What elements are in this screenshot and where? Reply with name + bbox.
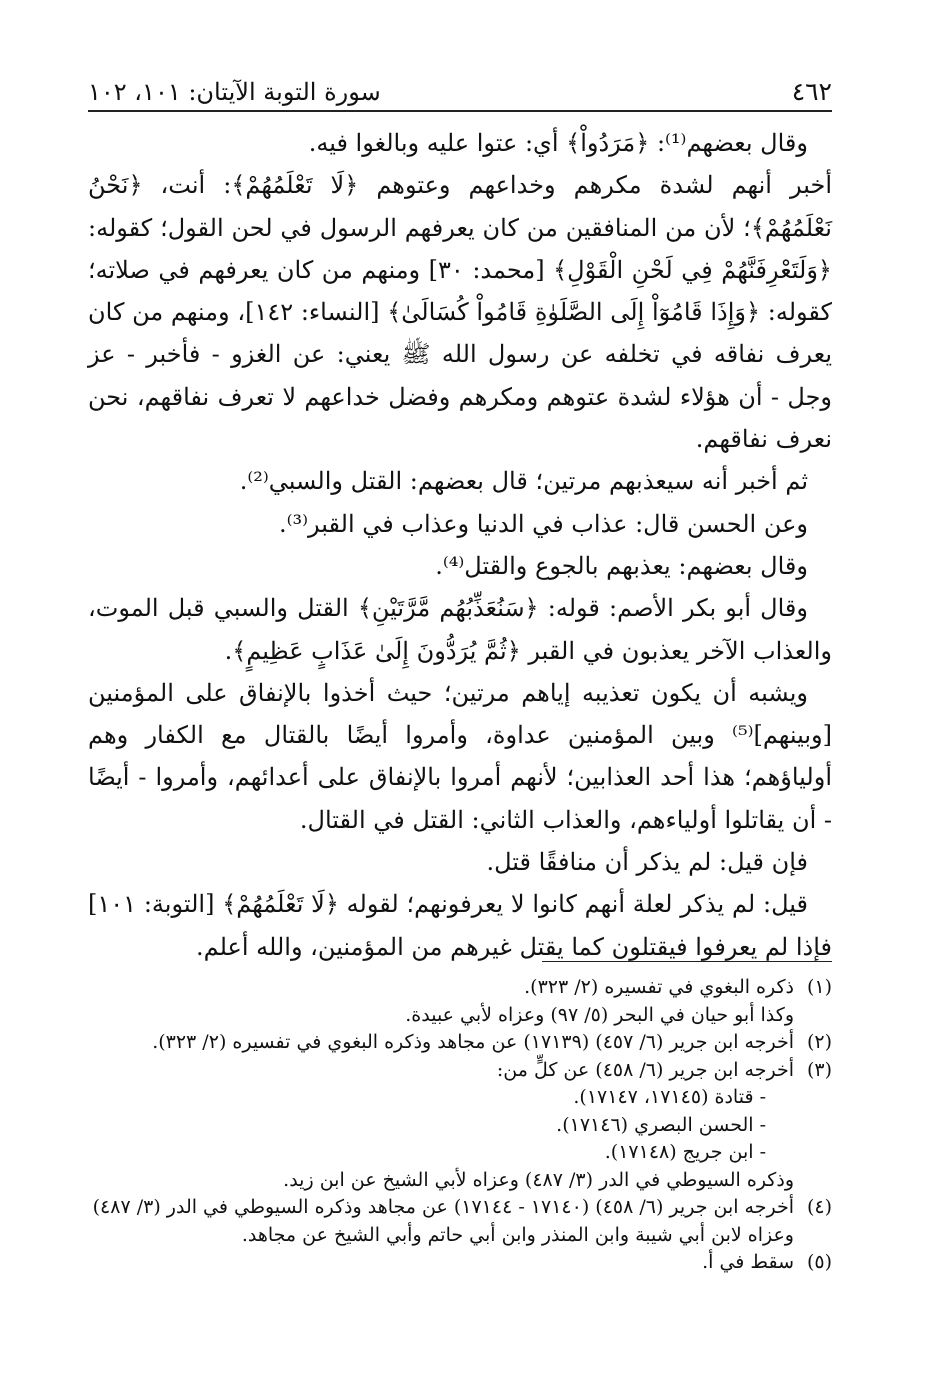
footnote-5 <box>88 1249 832 1277</box>
paragraph: وقال أبو بكر الأصم: قوله: ﴿سَنُعَذِّبُهُم مَّرَّتَيْنِ﴾ القتل والسبي قبل الموت، والعذاب الآخر يعذبون في القبر ﴿ثُمَّ يُرَدُّونَ إِلَىٰ عَذَابٍ عَظِيمٍ﴾. <box>88 594 832 665</box>
footnote-3 <box>88 1057 832 1085</box>
page-header <box>88 60 832 112</box>
footnote-number: (٥) <box>806 1251 832 1273</box>
footnote-text: سقط في أ. <box>702 1251 794 1273</box>
footnote-text: أخرجه ابن جرير (٦/ ٤٥٧) (١٧١٣٩) عن مجاهد وذكره البغوي في تفسيره (٢/ ٣٢٣). <box>152 1031 794 1053</box>
footnote-4 <box>88 1194 832 1222</box>
footnote-number: (٤) <box>806 1196 832 1218</box>
footnote-divider <box>542 961 832 962</box>
paragraph: وقال بعضهم: يعذبهم بالجوع والقتل⁽⁴⁾. <box>435 551 808 580</box>
footnote-continuation: وعزاه لابن أبي شيبة وابن المنذر وابن أبي حاتم وأبي الشيخ عن مجاهد. <box>241 1223 794 1246</box>
paragraph: ثم أخبر أنه سيعذبهم مرتين؛ قال بعضهم: القتل والسبي⁽²⁾. <box>239 467 808 496</box>
footnote-2 <box>88 1029 832 1057</box>
paragraph: وقال بعضهم⁽¹⁾: ﴿مَرَدُواْ﴾ أي: عتوا عليه وبالغوا فيه. <box>308 129 808 157</box>
paragraph: ويشبه أن يكون تعذيبه إياهم مرتين؛ حيث أخذوا بالإنفاق على المؤمنين [وبينهم]⁽⁵⁾ وبين المؤمنين عداوة، وأمروا أيضًا بالقتال مع الكفار وهم أولياؤهم؛ هذا أحد العذابين؛ لأنهم أمروا بالإنفاق على أعدائهم، وأمروا - أيضًا - أن يقاتلوا أولياءهم، والعذاب الثاني: القتل في القتال. <box>88 678 832 834</box>
footnote-text: أخرجه ابن جرير (٦/ ٤٥٨) عن كلٍّ من: <box>496 1058 794 1081</box>
paragraph: قيل: لم يذكر لعلة أنهم كانوا لا يعرفونهم؛ لقوله ﴿لَا تَعْلَمُهُمْ﴾ [التوبة: ١٠١] فإذا لم يعرفوا فيقتلون كما يقتل غيرهم من المؤمنين، والله أعلم. <box>88 890 832 961</box>
footnote-continuation: وذكره السيوطي في الدر (٣/ ٤٨٧) وعزاه لأبي الشيخ عن ابن زيد. <box>283 1168 794 1191</box>
footnote-text: ذكره البغوي في تفسيره (٢/ ٣٢٣). <box>524 976 794 998</box>
paragraph: أخبر أنهم لشدة مكرهم وخداعهم وعتوهم ﴿لَا تَعْلَمُهُمْ﴾: أنت، ﴿نَحْنُ نَعْلَمُهُمْ﴾؛ لأن من المنافقين من كان يعرفهم الرسول في لحن القول؛ كقوله: ﴿وَلَتَعْرِفَنَّهُمْ فِي لَحْنِ الْقَوْلِ﴾ [محمد: ٣٠] ومنهم من كان يعرفهم في صلاته؛ كقوله: ﴿وَإِذَا قَامُوٓاْ إِلَى الصَّلَوٰةِ قَامُواْ كُسَالَىٰ﴾ [النساء: ١٤٢]، ومنهم من كان يعرف نفاقه في تخلفه عن رسول الله ﷺ يعني: عن الغزو - فأخبر - عز وجل - أن هؤلاء لشدة عتوهم ومكرهم وفضل خداعهم لا تعرف نفاقهم، نحن نعرف نفاقهم. <box>88 171 832 454</box>
footnote-list-item: - ابن جريج (١٧١٤٨). <box>604 1141 766 1163</box>
main-text <box>88 122 832 968</box>
footnote-number: (٣) <box>806 1058 832 1081</box>
footnote-list-item: - قتادة (١٧١٤٥، ١٧١٤٧). <box>573 1086 766 1108</box>
footnote-1 <box>88 974 832 1002</box>
footnote-number: (٢) <box>806 1031 832 1053</box>
paragraph: وعن الحسن قال: عذاب في الدنيا وعذاب في القبر⁽³⁾. <box>278 509 808 538</box>
footnote-number: (١) <box>806 976 832 998</box>
paragraph: فإن قيل: لم يذكر أن منافقًا قتل. <box>486 848 808 877</box>
page-number: ٤٦٢ <box>791 77 832 106</box>
section-title: سورة التوبة الآيتان: ١٠١، ١٠٢ <box>88 78 381 106</box>
footnote-continuation: وكذا أبو حيان في البحر (٥/ ٩٧) وعزاه لأبي عبيدة. <box>405 1003 794 1026</box>
footnote-list-item: - الحسن البصري (١٧١٤٦). <box>556 1113 766 1136</box>
footnote-text: أخرجه ابن جرير (٦/ ٤٥٨) (١٧١٤٠ - ١٧١٤٤) عن مجاهد وذكره السيوطي في الدر (٣/ ٤٨٧) <box>92 1196 794 1218</box>
footnotes <box>88 974 832 1277</box>
